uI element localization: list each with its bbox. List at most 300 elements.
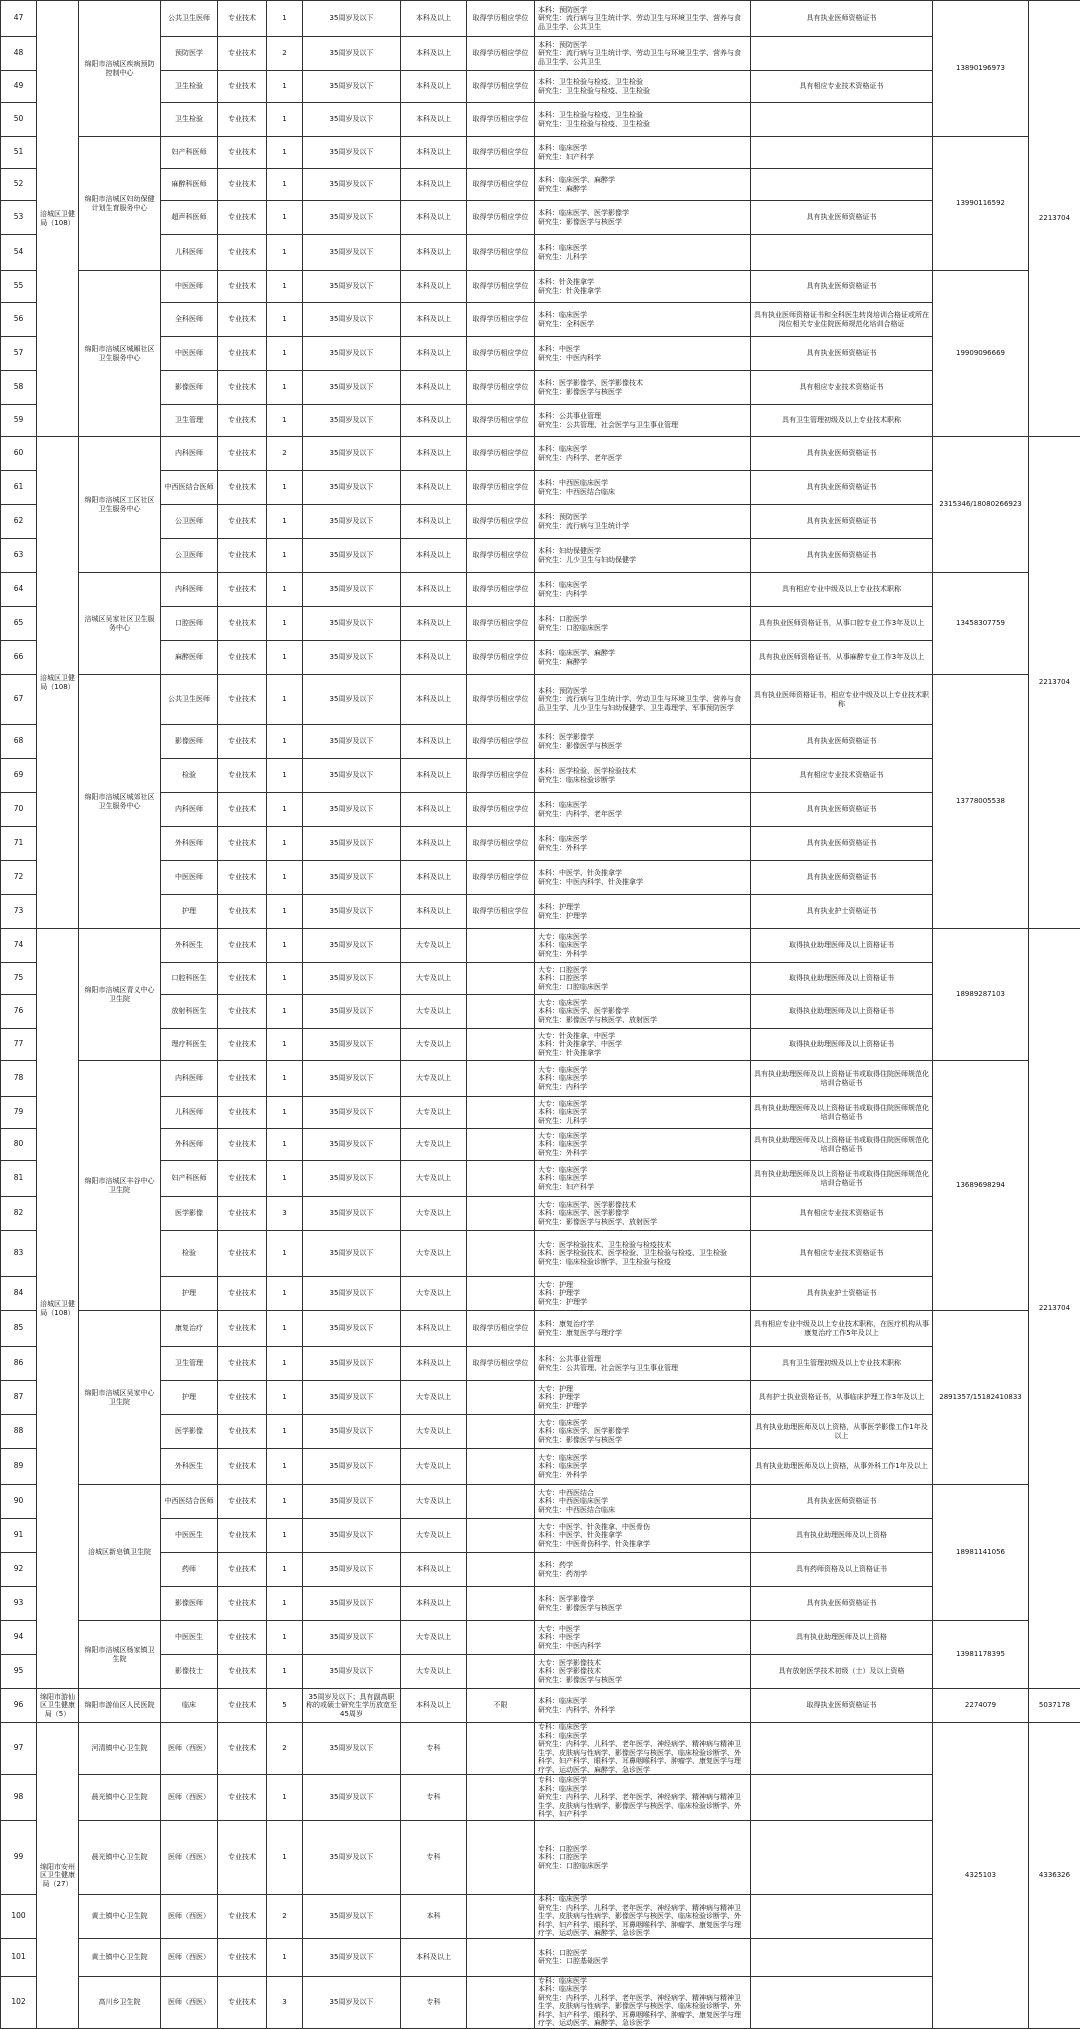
major-requirement: 大专：中医学 本科：中医学 研究生：中医内科学 [535, 1621, 751, 1655]
hire-count: 1 [267, 1381, 303, 1415]
degree-requirement: 取得学历相应学位 [467, 471, 535, 505]
hire-count: 1 [267, 1485, 303, 1519]
degree-requirement [467, 1449, 535, 1485]
major-requirement: 本科：预防医学 研究生：流行病与卫生统计学 [535, 505, 751, 539]
post-category: 专业技术 [218, 1485, 267, 1519]
hire-count: 1 [267, 929, 303, 963]
hire-count: 1 [267, 641, 303, 675]
row-number: 57 [1, 337, 37, 371]
hire-count: 1 [267, 303, 303, 337]
post-name: 中医医师 [161, 337, 218, 371]
certificate-requirement: 具有执业医师资格证书 [751, 827, 933, 861]
education-requirement: 大专及以上 [401, 1485, 467, 1519]
hire-count: 2 [267, 1895, 303, 1939]
row-number: 102 [1, 1976, 37, 2028]
table-row [1, 1277, 1080, 1311]
major-requirement: 本科：临床医学、麻醉学 研究生：麻醉学 [535, 641, 751, 675]
degree-requirement [467, 1621, 535, 1655]
education-requirement: 大专及以上 [401, 1097, 467, 1129]
post-category: 专业技术 [218, 1415, 267, 1449]
post-name: 妇产科医师 [161, 137, 218, 169]
row-number: 65 [1, 607, 37, 641]
major-requirement: 本科：医学影像学 研究生：影像医学与核医学 [535, 725, 751, 759]
table-row [1, 103, 1080, 137]
education-requirement: 本科及以上 [401, 1587, 467, 1621]
post-name: 药师 [161, 1553, 218, 1587]
hire-count: 3 [267, 1197, 303, 1231]
major-requirement: 本科：公共事业管理 研究生：公共管理、社会医学与卫生事业管理 [535, 405, 751, 437]
degree-requirement: 取得学历相应学位 [467, 169, 535, 201]
age-requirement: 35周岁及以下 [303, 371, 401, 405]
major-requirement: 专科：口腔医学 本科：口腔医学 研究生：口腔临床医学 [535, 1821, 751, 1895]
age-requirement: 35周岁及以下 [303, 235, 401, 271]
row-number: 76 [1, 995, 37, 1029]
certificate-requirement: 具有相应专业中级及以上专业技术职称，在医疗机构从事康复治疗工作5年及以上 [751, 1311, 933, 1347]
table-row [1, 337, 1080, 371]
certificate-requirement [751, 37, 933, 71]
table-row [1, 1161, 1080, 1197]
major-requirement: 大专：医学检验技术、卫生检验与检疫技术 本科：医学检验技术、医学检验、卫生检验与检疫、卫生检验 研究生：临床检验诊断学、卫生检验与检疫 [535, 1231, 751, 1277]
certificate-requirement: 具有相应专业技术资格证书 [751, 759, 933, 793]
table-row [1, 37, 1080, 71]
certificate-requirement [751, 1723, 933, 1775]
post-category: 专业技术 [218, 235, 267, 271]
certificate-requirement: 具有卫生管理初级及以上专业技术职称 [751, 1347, 933, 1381]
age-requirement: 35周岁及以下 [303, 573, 401, 607]
certificate-requirement: 具有执业医师资格证书，相应专业中级及以上专业技术职称 [751, 675, 933, 725]
table-row [1, 995, 1080, 1029]
department-phone: 2213704 [1029, 437, 1080, 929]
post-category: 专业技术 [218, 1976, 267, 2028]
post-category: 专业技术 [218, 539, 267, 573]
row-number: 96 [1, 1689, 37, 1723]
post-name: 妇产科医师 [161, 1161, 218, 1197]
table-row [1, 137, 1080, 169]
post-name: 影像技士 [161, 1655, 218, 1689]
education-requirement: 专科 [401, 1821, 467, 1895]
education-requirement: 本科及以上 [401, 1553, 467, 1587]
table-row [1, 71, 1080, 103]
contact-phone: 13689698294 [933, 1061, 1029, 1311]
hire-count: 1 [267, 1655, 303, 1689]
row-number: 86 [1, 1347, 37, 1381]
age-requirement: 35周岁及以下 [303, 607, 401, 641]
certificate-requirement: 具有执业医师资格证书 [751, 437, 933, 471]
table-row [1, 1655, 1080, 1689]
major-requirement: 本科：中医学 研究生：中医内科学 [535, 337, 751, 371]
post-category: 专业技术 [218, 1161, 267, 1197]
education-requirement: 大专及以上 [401, 1381, 467, 1415]
post-name: 影像医师 [161, 371, 218, 405]
age-requirement: 35周岁及以下 [303, 303, 401, 337]
certificate-requirement [751, 1938, 933, 1976]
age-requirement: 35周岁及以下 [303, 1415, 401, 1449]
major-requirement: 大专：护理 本科：护理学 研究生：护理学 [535, 1381, 751, 1415]
age-requirement: 35周岁及以下 [303, 1655, 401, 1689]
age-requirement: 35周岁及以下 [303, 827, 401, 861]
row-number: 55 [1, 271, 37, 303]
table-row [1, 1311, 1080, 1347]
education-requirement: 大专及以上 [401, 929, 467, 963]
degree-requirement: 取得学历相应学位 [467, 303, 535, 337]
post-name: 护理 [161, 1277, 218, 1311]
age-requirement: 35周岁及以下 [303, 1621, 401, 1655]
major-requirement: 本科：临床医学 研究生：妇产科学 [535, 137, 751, 169]
age-requirement: 35周岁及以下 [303, 963, 401, 995]
hire-count: 5 [267, 1689, 303, 1723]
degree-requirement [467, 1129, 535, 1161]
post-category: 专业技术 [218, 371, 267, 405]
age-requirement: 35周岁及以下 [303, 1976, 401, 2028]
post-name: 外科医师 [161, 1129, 218, 1161]
major-requirement: 本科：临床医学 研究生：内科学 [535, 573, 751, 607]
major-requirement: 本科：临床医学、麻醉学 研究生：麻醉学 [535, 169, 751, 201]
row-number: 59 [1, 405, 37, 437]
major-requirement: 本科：医学检验、医学检验技术 研究生：临床检验诊断学 [535, 759, 751, 793]
age-requirement: 35周岁及以下 [303, 103, 401, 137]
certificate-requirement [751, 1821, 933, 1895]
row-number: 58 [1, 371, 37, 405]
education-requirement: 本科及以上 [401, 759, 467, 793]
degree-requirement: 取得学历相应学位 [467, 861, 535, 895]
age-requirement: 35周岁及以下 [303, 1097, 401, 1129]
degree-requirement: 取得学历相应学位 [467, 405, 535, 437]
certificate-requirement: 具有相应专业技术资格证书 [751, 71, 933, 103]
table-row [1, 169, 1080, 201]
row-number: 101 [1, 1938, 37, 1976]
education-requirement: 大专及以上 [401, 1655, 467, 1689]
table-row [1, 1231, 1080, 1277]
degree-requirement: 取得学历相应学位 [467, 103, 535, 137]
certificate-requirement: 具有执业医师资格证书 [751, 471, 933, 505]
age-requirement: 35周岁及以下 [303, 1277, 401, 1311]
certificate-requirement [751, 1976, 933, 2028]
education-requirement: 本科及以上 [401, 271, 467, 303]
education-requirement: 本科及以上 [401, 471, 467, 505]
post-name: 儿科医师 [161, 235, 218, 271]
post-name: 康复治疗 [161, 1311, 218, 1347]
major-requirement: 本科：中西医临床医学 研究生：中西医结合临床 [535, 471, 751, 505]
certificate-requirement [751, 169, 933, 201]
education-requirement: 本科及以上 [401, 37, 467, 71]
unit-cell: 绵阳市涪城区工区社区卫生服务中心 [79, 437, 161, 573]
row-number: 68 [1, 725, 37, 759]
post-name: 临床 [161, 1689, 218, 1723]
table-row [1, 405, 1080, 437]
hire-count: 1 [267, 137, 303, 169]
table-row [1, 1587, 1080, 1621]
age-requirement: 35周岁及以下 [303, 1347, 401, 1381]
certificate-requirement [751, 137, 933, 169]
unit-cell: 绵阳市涪城区吴家中心卫生院 [79, 1311, 161, 1485]
post-name: 卫生检验 [161, 71, 218, 103]
certificate-requirement: 具有执业护士资格证书 [751, 1277, 933, 1311]
certificate-requirement: 取得执业医师资格证书 [751, 1689, 933, 1723]
post-category: 专业技术 [218, 1, 267, 37]
post-category: 专业技术 [218, 1821, 267, 1895]
age-requirement: 35周岁及以下 [303, 995, 401, 1029]
major-requirement: 本科：预防医学 研究生：流行病与卫生统计学、劳动卫生与环境卫生学、营养与食品卫生学、公共卫生 [535, 37, 751, 71]
row-number: 64 [1, 573, 37, 607]
education-requirement: 本科及以上 [401, 1689, 467, 1723]
row-number: 66 [1, 641, 37, 675]
department-phone: 4336326 [1029, 1723, 1080, 2029]
contact-phone: 2891357/15182410833 [933, 1311, 1029, 1485]
major-requirement: 大专：临床医学 本科：临床医学 研究生：外科学 [535, 1129, 751, 1161]
post-name: 医师（西医） [161, 1723, 218, 1775]
post-name: 检验 [161, 1231, 218, 1277]
education-requirement: 大专及以上 [401, 1129, 467, 1161]
degree-requirement [467, 1553, 535, 1587]
hire-count: 1 [267, 607, 303, 641]
certificate-requirement: 具有相应专业技术资格证书 [751, 1197, 933, 1231]
age-requirement: 35周岁及以下 [303, 1938, 401, 1976]
degree-requirement [467, 1161, 535, 1197]
major-requirement: 本科：口腔医学 研究生：口腔临床医学 [535, 607, 751, 641]
education-requirement: 本科及以上 [401, 539, 467, 573]
certificate-requirement: 具有执业助理医师及以上资格证书或取得住院医师规范化培训合格证书 [751, 1097, 933, 1129]
post-category: 专业技术 [218, 827, 267, 861]
table-row [1, 505, 1080, 539]
degree-requirement: 不限 [467, 1689, 535, 1723]
age-requirement: 35周岁及以下 [303, 895, 401, 929]
table-row [1, 1, 1080, 37]
row-number: 97 [1, 1723, 37, 1775]
education-requirement: 本科及以上 [401, 725, 467, 759]
hire-count: 1 [267, 1097, 303, 1129]
table-row [1, 1129, 1080, 1161]
hire-count: 1 [267, 71, 303, 103]
post-category: 专业技术 [218, 1553, 267, 1587]
post-category: 专业技术 [218, 725, 267, 759]
row-number: 98 [1, 1775, 37, 1821]
post-name: 医学影像 [161, 1197, 218, 1231]
education-requirement: 大专及以上 [401, 1029, 467, 1061]
unit-cell: 绵阳市涪城区丰谷中心卫生院 [79, 1061, 161, 1311]
hire-count: 1 [267, 963, 303, 995]
degree-requirement [467, 1485, 535, 1519]
post-category: 专业技术 [218, 1723, 267, 1775]
row-number: 77 [1, 1029, 37, 1061]
post-category: 专业技术 [218, 1775, 267, 1821]
education-requirement: 本科及以上 [401, 371, 467, 405]
degree-requirement [467, 1277, 535, 1311]
post-name: 超声科医师 [161, 201, 218, 235]
post-name: 中西医结合医师 [161, 1485, 218, 1519]
unit-cell: 绵阳市游仙区人民医院 [79, 1689, 161, 1723]
post-name: 影像医师 [161, 1587, 218, 1621]
post-category: 专业技术 [218, 337, 267, 371]
unit-cell: 晨光镇中心卫生院 [79, 1775, 161, 1821]
post-name: 放射科医生 [161, 995, 218, 1029]
post-name: 儿科医师 [161, 1097, 218, 1129]
hire-count: 1 [267, 471, 303, 505]
major-requirement: 本科：护理学 研究生：护理学 [535, 895, 751, 929]
age-requirement: 35周岁及以下 [303, 1161, 401, 1197]
post-category: 专业技术 [218, 1381, 267, 1415]
certificate-requirement: 具有执业医师资格证书 [751, 539, 933, 573]
degree-requirement [467, 1415, 535, 1449]
hire-count: 1 [267, 505, 303, 539]
education-requirement: 大专及以上 [401, 1277, 467, 1311]
post-category: 专业技术 [218, 1311, 267, 1347]
certificate-requirement: 具有执业助理医师及以上资格证书或取得住院医师规范化培训合格证书 [751, 1061, 933, 1097]
contact-phone: 18989287103 [933, 929, 1029, 1061]
post-name: 内科医师 [161, 437, 218, 471]
degree-requirement: 取得学历相应学位 [467, 201, 535, 235]
major-requirement: 本科：临床医学 研究生：儿科学 [535, 235, 751, 271]
hire-count: 1 [267, 539, 303, 573]
certificate-requirement: 取得执业助理医师及以上资格证书 [751, 995, 933, 1029]
row-number: 94 [1, 1621, 37, 1655]
degree-requirement: 取得学历相应学位 [467, 37, 535, 71]
row-number: 50 [1, 103, 37, 137]
hire-count: 2 [267, 37, 303, 71]
row-number: 73 [1, 895, 37, 929]
degree-requirement: 取得学历相应学位 [467, 827, 535, 861]
row-number: 81 [1, 1161, 37, 1197]
major-requirement: 大专：临床医学 本科：临床医学 研究生：外科学 [535, 929, 751, 963]
table-row [1, 1821, 1080, 1895]
row-number: 70 [1, 793, 37, 827]
hire-count: 1 [267, 1277, 303, 1311]
hire-count: 1 [267, 573, 303, 607]
table-row [1, 1061, 1080, 1097]
age-requirement: 35周岁及以下 [303, 1231, 401, 1277]
age-requirement: 35周岁及以下 [303, 861, 401, 895]
table-row [1, 963, 1080, 995]
education-requirement: 本科及以上 [401, 1347, 467, 1381]
degree-requirement [467, 1097, 535, 1129]
age-requirement: 35周岁及以下 [303, 137, 401, 169]
unit-cell: 黄土镇中心卫生院 [79, 1938, 161, 1976]
table-row [1, 437, 1080, 471]
major-requirement: 本科：临床医学 研究生：全科医学 [535, 303, 751, 337]
post-category: 专业技术 [218, 759, 267, 793]
degree-requirement: 取得学历相应学位 [467, 641, 535, 675]
row-number: 60 [1, 437, 37, 471]
post-category: 专业技术 [218, 675, 267, 725]
hire-count: 1 [267, 1231, 303, 1277]
post-name: 护理 [161, 895, 218, 929]
unit-cell: 绵阳市涪城区青义中心卫生院 [79, 929, 161, 1061]
contact-phone: 18981141056 [933, 1485, 1029, 1621]
department-cell: 涪城区卫健局（108） [37, 929, 79, 1689]
hire-count: 1 [267, 1519, 303, 1553]
row-number: 56 [1, 303, 37, 337]
table-row [1, 759, 1080, 793]
row-number: 89 [1, 1449, 37, 1485]
major-requirement: 本科：药学 研究生：药剂学 [535, 1553, 751, 1587]
contact-phone: 13778005538 [933, 675, 1029, 929]
unit-cell: 涪城区新皂镇卫生院 [79, 1485, 161, 1621]
certificate-requirement: 具有执业医师资格证书 [751, 505, 933, 539]
department-cell: 绵阳市游仙区卫生健康局（5） [37, 1689, 79, 1723]
hire-count: 1 [267, 1311, 303, 1347]
table-row [1, 1449, 1080, 1485]
age-requirement: 35周岁及以下 [303, 929, 401, 963]
certificate-requirement [751, 1895, 933, 1939]
certificate-requirement: 具有放射医学技术初级（士）及以上资格 [751, 1655, 933, 1689]
post-name: 中医医师 [161, 271, 218, 303]
row-number: 100 [1, 1895, 37, 1939]
education-requirement: 本科及以上 [401, 641, 467, 675]
contact-phone: 13458307759 [933, 573, 1029, 675]
contact-phone: 2274079 [933, 1689, 1029, 1723]
post-name: 检验 [161, 759, 218, 793]
degree-requirement: 取得学历相应学位 [467, 1347, 535, 1381]
table-row [1, 1621, 1080, 1655]
major-requirement: 本科：医学影像学、医学影像技术 研究生：影像医学与核医学 [535, 371, 751, 405]
age-requirement: 35周岁及以下 [303, 1775, 401, 1821]
post-name: 口腔医师 [161, 607, 218, 641]
post-name: 内科医师 [161, 793, 218, 827]
table-row [1, 471, 1080, 505]
education-requirement: 大专及以上 [401, 1231, 467, 1277]
table-row [1, 895, 1080, 929]
contact-phone: 2315346/18080266923 [933, 437, 1029, 573]
degree-requirement [467, 1519, 535, 1553]
education-requirement: 本科及以上 [401, 137, 467, 169]
certificate-requirement: 具有执业医师资格证书，从事麻醉专业工作3年及以上 [751, 641, 933, 675]
row-number: 62 [1, 505, 37, 539]
age-requirement: 35周岁及以下 [303, 641, 401, 675]
degree-requirement: 取得学历相应学位 [467, 539, 535, 573]
row-number: 75 [1, 963, 37, 995]
post-category: 专业技术 [218, 71, 267, 103]
hire-count: 1 [267, 1775, 303, 1821]
degree-requirement: 取得学历相应学位 [467, 1, 535, 37]
major-requirement: 本科：医学影像学 研究生：影像医学与核医学 [535, 1587, 751, 1621]
age-requirement: 35周岁及以下 [303, 675, 401, 725]
education-requirement: 大专及以上 [401, 1161, 467, 1197]
certificate-requirement: 取得执业助理医师及以上资格证书 [751, 1029, 933, 1061]
age-requirement: 35周岁及以下 [303, 71, 401, 103]
age-requirement: 35周岁及以下 [303, 471, 401, 505]
row-number: 83 [1, 1231, 37, 1277]
post-name: 医师（西医） [161, 1976, 218, 2028]
post-category: 专业技术 [218, 201, 267, 235]
age-requirement: 35周岁及以下 [303, 1029, 401, 1061]
post-name: 公共卫生医师 [161, 1, 218, 37]
education-requirement: 本科及以上 [401, 405, 467, 437]
education-requirement: 专科 [401, 1775, 467, 1821]
table-row [1, 201, 1080, 235]
post-name: 医师（西医） [161, 1938, 218, 1976]
age-requirement: 35周岁及以下 [303, 1129, 401, 1161]
certificate-requirement: 取得执业助理医师及以上资格证书 [751, 929, 933, 963]
hire-count: 2 [267, 1723, 303, 1775]
certificate-requirement: 取得执业助理医师及以上资格证书 [751, 963, 933, 995]
post-category: 专业技术 [218, 995, 267, 1029]
certificate-requirement: 具有执业医师资格证书 [751, 1587, 933, 1621]
age-requirement: 35周岁及以下 [303, 405, 401, 437]
row-number: 95 [1, 1655, 37, 1689]
row-number: 99 [1, 1821, 37, 1895]
post-category: 专业技术 [218, 1449, 267, 1485]
hire-count: 1 [267, 201, 303, 235]
major-requirement: 本科：康复治疗学 研究生：康复医学与理疗学 [535, 1311, 751, 1347]
certificate-requirement [751, 1775, 933, 1821]
post-name: 公共卫生医师 [161, 675, 218, 725]
row-number: 61 [1, 471, 37, 505]
post-name: 中西医结合医师 [161, 471, 218, 505]
table-row [1, 235, 1080, 271]
education-requirement: 本科及以上 [401, 607, 467, 641]
certificate-requirement: 具有执业助理医师及以上资格证书或取得住院医师规范化培训合格证书 [751, 1161, 933, 1197]
unit-cell: 绵阳市涪城区妇幼保健计划生育服务中心 [79, 137, 161, 271]
contact-phone: 4325103 [933, 1723, 1029, 2029]
